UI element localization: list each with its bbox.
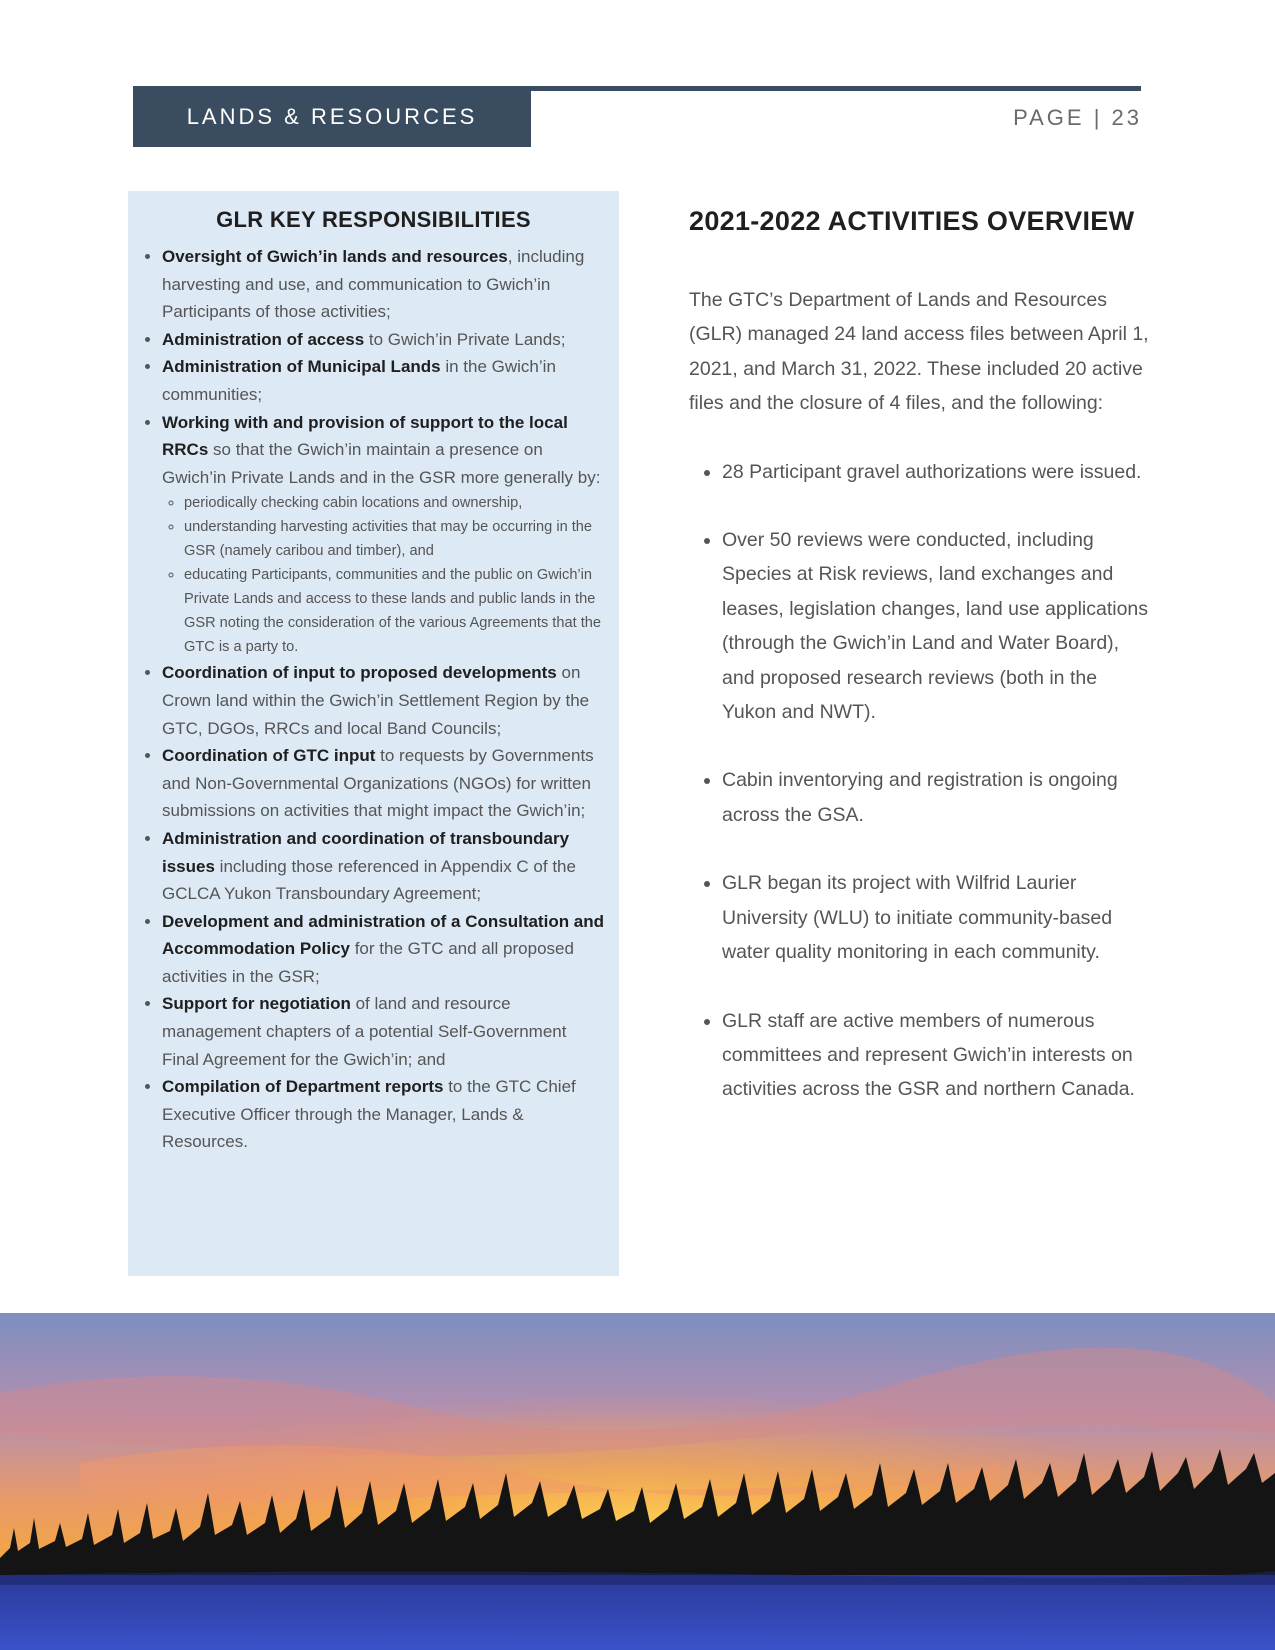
activities-column <box>689 199 1149 1141</box>
sub-list-item: ◦ periodically checking cabin locations and ownership, <box>184 491 607 515</box>
item-bold: Coordination of input to proposed developments <box>162 663 557 683</box>
section-title: LANDS & RESOURCES <box>186 103 478 129</box>
list-item: • Cabin inventorying and registration is ongoing across the GSA. <box>722 763 1149 832</box>
item-text: , including harvesting and use, and communication to Gwich’in Participants of those activities; <box>162 247 585 322</box>
item-bold: Oversight of Gwich’in lands and resources <box>162 247 508 266</box>
item-text: so that the Gwich’in maintain a presence on Gwich’in Private Lands and in the GSR more generally by: <box>162 440 601 487</box>
list-item <box>162 1073 607 1156</box>
item-text: to requests by Governments and Non-Governmental Organizations (NGOs) for written submissions on activities that might impact the Gwich’in; <box>162 746 594 821</box>
list-item: • 28 Participant gravel authorizations were issued. <box>722 455 1149 489</box>
activities-intro: The GTC’s Department of Lands and Resources (GLR) managed 24 land access files between April 1, 2021, and March 31, 2022. These included 20 active files and the closure of 4 files, and the following: <box>689 289 1149 415</box>
item-text: including those referenced in Appendix C of the GCLCA Yukon Transboundary Agreement; <box>162 856 576 904</box>
item-bold: Development and administration of a Consultation and Accommodation Policy <box>162 911 605 959</box>
responsibilities-box <box>128 191 619 1276</box>
item-bold: Administration of access <box>162 329 365 349</box>
item-bold: Administration and coordination of transboundary issues <box>162 828 570 876</box>
item-bold: Coordination of GTC input <box>162 746 376 766</box>
activities-title: 2021-2022 ACTIVITIES OVERVIEW <box>689 206 1135 236</box>
item-text: to Gwich’in Private Lands; <box>364 329 566 349</box>
item-bold: Compilation of Department reports <box>162 1077 444 1097</box>
activities-list <box>689 455 1149 1107</box>
responsibilities-list <box>140 243 607 1156</box>
section-header-tab <box>133 86 531 147</box>
list-item <box>162 825 607 908</box>
sunset-forest-photo <box>0 1313 1275 1650</box>
header-rule <box>531 86 1141 91</box>
list-item <box>162 409 607 660</box>
item-text: on Crown land within the Gwich’in Settlement Region by the GTC, DGOs, RRCs and local Band Councils; <box>162 663 590 738</box>
responsibilities-title: GLR KEY RESPONSIBILITIES <box>216 207 531 232</box>
list-item <box>162 326 607 354</box>
item-bold: Working with and provision of support to the local RRCs <box>162 412 568 460</box>
list-item: • Over 50 reviews were conducted, including Species at Risk reviews, land exchanges and leases, legislation changes, land use applications (through the Gwich’in Land and Water Board), and proposed research reviews (both in the Yukon and NWT). <box>722 523 1149 729</box>
sub-list-item: ◦ understanding harvesting activities that may be occurring in the GSR (namely caribou and timber), and <box>184 515 607 563</box>
item-bold: Support for negotiation <box>162 994 351 1014</box>
item-text: in the Gwich’in communities; <box>162 357 556 404</box>
list-item: • GLR staff are active members of numerous committees and represent Gwich’in interests on activities across the GSR and northern Canada. <box>722 1004 1149 1107</box>
sub-list-item: ◦ educating Participants, communities and the public on Gwich’in Private Lands and access to these lands and public lands in the GSR noting the consideration of the various Agreements that the GTC is a party to. <box>184 563 607 659</box>
list-item <box>162 243 607 326</box>
list-item <box>162 742 607 825</box>
sub-list <box>162 491 607 659</box>
list-item <box>162 353 607 408</box>
page-number: PAGE | 23 <box>1013 105 1142 130</box>
item-text: for the GTC and all proposed activities in the GSR; <box>162 939 574 986</box>
item-text: to the GTC Chief Executive Officer through the Manager, Lands & Resources. <box>162 1077 576 1152</box>
list-item: • GLR began its project with Wilfrid Laurier University (WLU) to initiate community-based water quality monitoring in each community. <box>722 866 1149 969</box>
item-text: of land and resource management chapters of a potential Self-Government Final Agreement for the Gwich’in; and <box>162 994 567 1069</box>
list-item <box>162 659 607 742</box>
item-bold: Administration of Municipal Lands <box>162 357 441 377</box>
list-item <box>162 908 607 991</box>
list-item <box>162 990 607 1073</box>
